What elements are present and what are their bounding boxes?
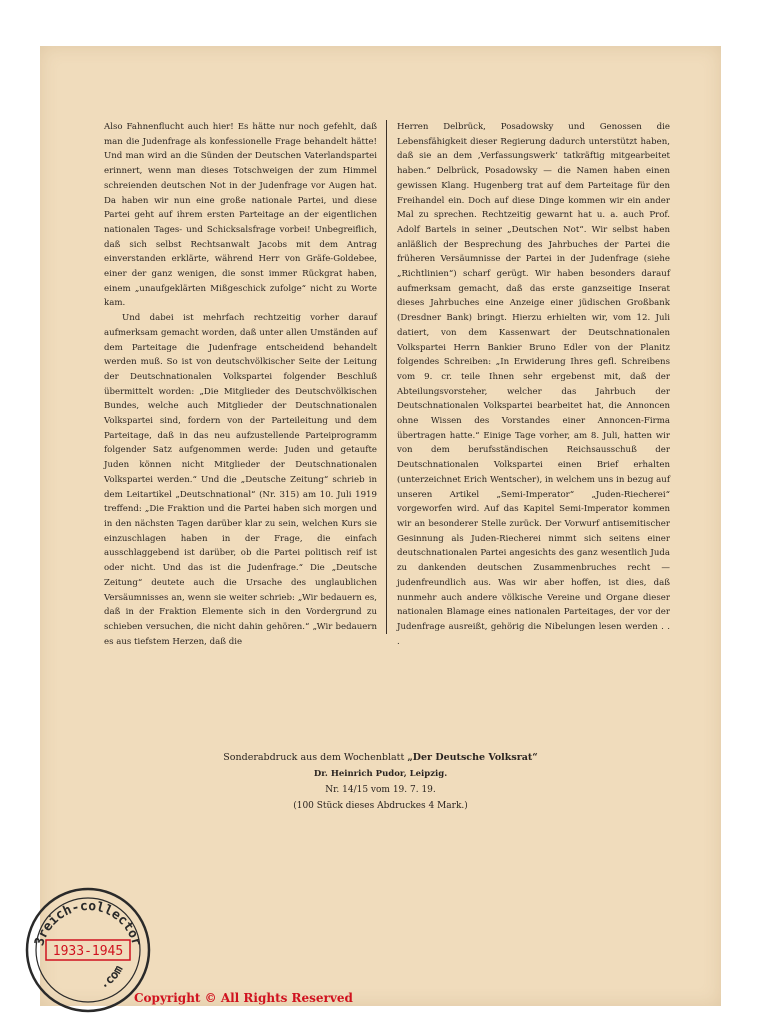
column-divider	[386, 120, 387, 634]
left-paragraph-2: Und dabei ist mehrfach rechtzeitig vorher darauf aufmerksam gemacht worden, daß unter allen Umständen auf dem Parteitage die Judenfrage entscheidend behandelt werden muß. So ist von deutschvölkischer Seite der Leitung der Deutschnationalen Volkspartei folgender Beschluß übermittelt worden: „Die Mitglieder des Deutschvölkischen Bundes, welche auch Mitglieder der Deutschnationalen Volkspartei sind, fordern von der Parteileitung und dem Parteitage, daß in das neu aufzustellende Parteiprogramm folgender Satz aufgenommen werde: Juden und getaufte Juden können nicht Mitglieder der Deutschnationalen Volkspartei werden.“ Und die „Deutsche Zeitung“ schrieb in dem Leitartikel „Deutschnational“ (Nr. 315) am 10. Juli 1919 treffend: „Die Fraktion und die Partei haben sich morgen und in den nächsten Tagen darüber klar zu sein, welchen Kurs sie einzuschlagen haben in der Frage, die einfach ausschlaggebend ist darüber, ob die Partei politisch reif ist oder nicht. Und das ist die Judenfrage.“ Die „Deutsche Zeitung“ deutete auch die Ursache des unglaublichen Versäumnisses an, wenn sie weiter schrieb: „Wir bedauern es, daß in der Fraktion Elemente sich in den Vordergrund zu schieben versuchen, die nicht dahin gehören.“ „Wir bedauern es aus tiefstem Herzen, daß die	[104, 313, 377, 647]
imprint-footer	[40, 749, 721, 814]
right-text-column	[397, 120, 670, 649]
right-paragraph-1: Herren Delbrück, Posadowsky und Genossen die Lebensfähigkeit dieser Regierung dadurch unterstützt haben, daß sie an dem ‚Verfassungswerk‘ tatkräftig mitgearbeitet haben.“ Delbrück, Posadowsky — die Namen haben einen gewissen Klang. Hugenberg trat auf dem Parteitage für den Freihandel ein. Doch auf diese Dinge kommen wir ein ander Mal zu sprechen. Rechtzeitig gewarnt hat u. a. auch Prof. Adolf Bartels in seiner „Deutschen Not“. Wir selbst haben anläßlich der Besprechung des Jahrbuches der Partei die früheren Versäumnisse der Partei in der Judenfrage (siehe „Richtlinien“) scharf gerügt. Wir haben besonders darauf aufmerksam gemacht, daß das erste ganzseitige Inserat dieses Jahrbuches eine Anzeige einer jüdischen Großbank (Dresdner Bank) bringt. Hierzu erhielten wir, vom 12. Juli datiert, von dem Kassenwart der Deutschnationalen Volkspartei Herrn Bankier Bruno Edler von der Planitz folgendes Schreiben: „In Erwiderung Ihres gefl. Schreibens vom 9. cr. teile Ihnen sehr ergebenst mit, daß der Abteilungsvorsteher, welcher das Jahrbuch der Deutschnationalen Volkspartei bearbeitet hat, die Annoncen ohne Wissen des Vorstandes einer Annoncen-Firma übertragen hatte.“ Einige Tage vorher, am 8. Juli, hatten wir von dem berufsständischen Reichsausschuß der Deutschnationalen Volkspartei einen Brief erhalten (unterzeichnet Erich Wentscher), in welchem uns in bezug auf unseren Artikel „Semi-Imperator“ „Juden-Riecherei“ vorgeworfen wird. Auf das Kapitel Semi-Imperator kommen wir an besonderer Stelle zurück. Der Vorwurf antisemitischer Gesinnung als Juden-Riecherei nimmt sich seitens einer deutschnationalen Partei angesichts des ganz wesentlich Juda zu dankenden deutschen Zusammenbruches recht — judenfreundlich aus. Was wir aber hoffen, ist dies, daß nunmehr auch andere völkische Vereine und Organe dieser nationalen Blamage eines nationalen Parteitages, der vor der Judenfrage ausreißt, gehörig die Nibelungen lesen werden . . .	[397, 122, 670, 647]
imprint-line-author: Dr. Heinrich Pudor, Leipzig.	[313, 769, 448, 779]
imprint-line-issue: Nr. 14/15 vom 19. 7. 19.	[325, 785, 436, 795]
left-text-column	[104, 120, 377, 649]
imprint-source-title: „Der Deutsche Volksrat“	[407, 752, 538, 763]
stamp-top-text: 3reich-collector	[32, 898, 144, 948]
stamp-years-text: 1933-1945	[52, 944, 124, 959]
copyright-notice: Copyright © All Rights Reserved	[134, 991, 353, 1005]
watermark-stamp-icon	[24, 886, 152, 1014]
document-page	[40, 46, 721, 1006]
imprint-line-price: (100 Stück dieses Abdruckes 4 Mark.)	[293, 801, 468, 811]
imprint-source-prefix: Sonderabdruck aus dem Wochenblatt	[223, 752, 408, 763]
imprint-line-source	[40, 749, 721, 766]
stamp-bottom-text: .com	[97, 962, 126, 991]
left-paragraph-1: Also Fahnenflucht auch hier! Es hätte nur noch gefehlt, daß man die Judenfrage als konfessionelle Frage behandelt hätte! Und man wird an die Sünden der Deutschen Vaterlandspartei erinnert, wenn man dieses Totschweigen der zum Himmel schreienden deutschen Not in der Judenfrage vor Augen hat. Da haben wir nun eine große nationale Partei, und diese Partei geht auf ihrem ersten Parteitage an der eigentlichen nationalen Tages- und Schicksalsfrage vorbei! Unbegreiflich, daß sich selbst Rechtsanwalt Jacobs mit dem Antrag einverstanden erklärte, während Herr von Gräfe-Goldebee, einer der ganz wenigen, die sonst immer Rückgrat haben, einem „unaufgeklärten Mißgeschick zufolge“ nicht zu Worte kam.	[104, 122, 377, 309]
